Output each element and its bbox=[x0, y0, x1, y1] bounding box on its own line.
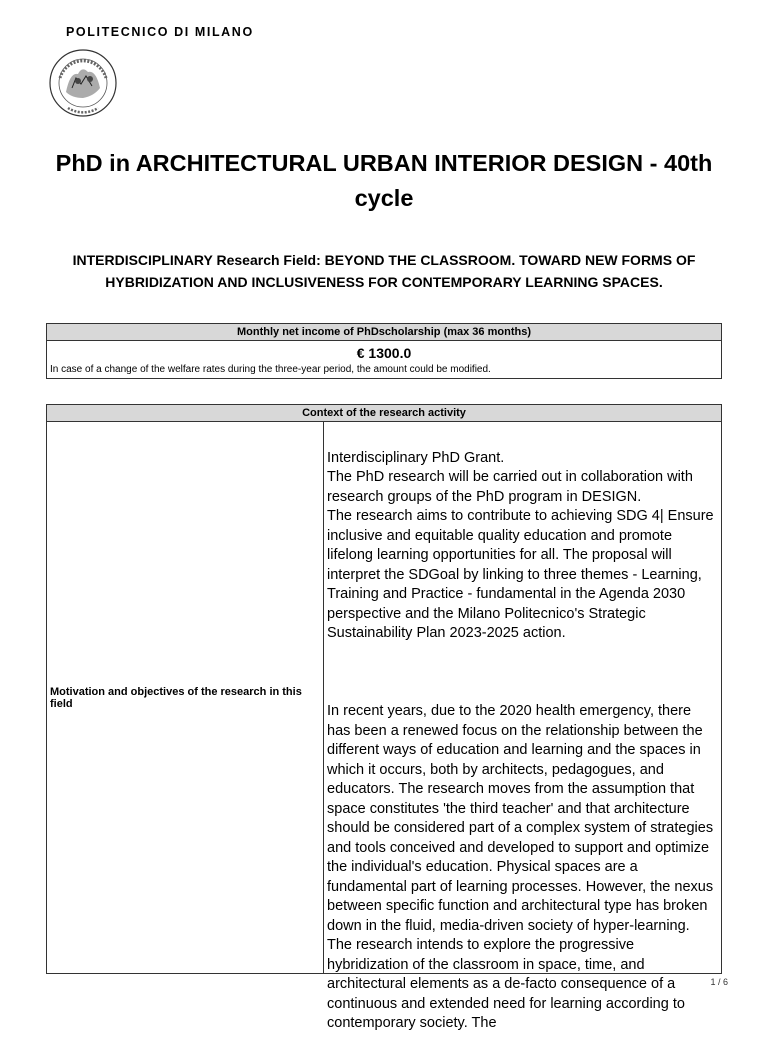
income-table bbox=[46, 323, 722, 379]
motivation-paragraph: Interdisciplinary PhD Grant. The PhD research will be carried out in collaboration with research groups of the PhD program in DESIGN. The research aims to contribute to achieving SDG 4| Ensure inclusive and equitable quality education and promote lifelong learning opportunities for all. The proposal will interpret the SDGoal by linking to three themes - Learning, Training and Practice - fundamental in the Agenda 2030 perspective and the Milano Politecnico's Strategic Sustainability Plan 2023-2025 action. bbox=[327, 449, 714, 641]
income-cell bbox=[47, 341, 722, 379]
institution-name: POLITECNICO DI MILANO bbox=[66, 25, 254, 39]
context-header: Context of the research activity bbox=[47, 405, 722, 422]
income-header: Monthly net income of PhDscholarship (max 36 months) bbox=[47, 324, 722, 341]
university-seal-logo bbox=[48, 48, 118, 118]
document-title: PhD in ARCHITECTURAL URBAN INTERIOR DESIGN - 40th cycle bbox=[55, 150, 713, 211]
income-note: In case of a change of the welfare rates during the three-year period, the amount could be modified. bbox=[50, 364, 491, 375]
motivation-paragraph: In recent years, due to the 2020 health emergency, there has been a renewed focus on the relationship between the different ways of education and learning and the spaces in which it occurs, both by architects, pedagogues, and educators. The research moves from the assumption that space constitutes 'the third teacher' and that architecture should be considered part of a complex system of strategies and tools conceived and developed to support and optimize the individual's education. Physical spaces are a fundamental part of learning processes. However, the nexus between specific function and architectural type has broken down in the fluid, media-driven society of hyper-learning. The research intends to explore the progressive hybridization of the classroom in space, time, and architectural elements as a de-facto consequence of a continuous and extended need for learning according to contemporary society. The bbox=[327, 703, 714, 1031]
income-amount: € 1300.0 bbox=[356, 345, 412, 361]
page-number: 1 / 6 bbox=[710, 977, 728, 987]
motivation-label: Motivation and objectives of the research in this field bbox=[47, 422, 324, 974]
research-field-subtitle: INTERDISCIPLINARY Research Field: BEYOND THE CLASSROOM. TOWARD NEW FORMS OF HYBRIDIZATION AND INCLUSIVENESS FOR CONTEMPORARY LEARNING SPACES. bbox=[72, 252, 696, 290]
